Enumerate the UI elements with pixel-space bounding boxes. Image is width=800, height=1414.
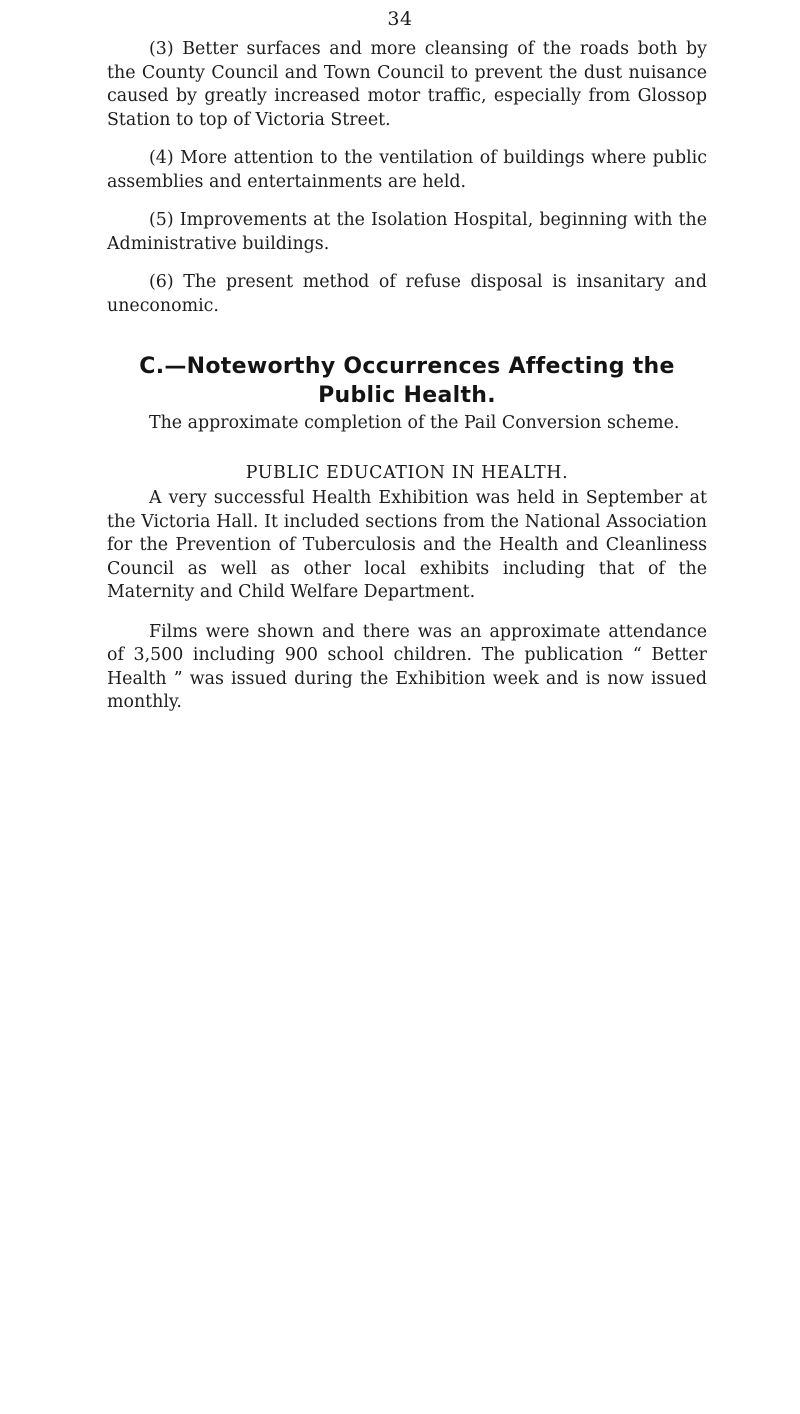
page-number: 34 bbox=[387, 8, 413, 30]
section-c-heading bbox=[107, 352, 707, 410]
section-c-body: The approximate completion of the Pail Conversion scheme. bbox=[149, 413, 680, 433]
public-education-paragraph-2: Films were shown and there was an approximate attendance of 3,500 including 900 school children. The publication “ Better Health ” was issued during the Exhibition week and is now issued monthly. bbox=[107, 621, 707, 712]
public-education-heading: PUBLIC EDUCATION IN HEALTH. bbox=[245, 462, 569, 483]
list-item-6: (6) The present method of refuse disposal is insanitary and uneconomic. bbox=[107, 272, 707, 316]
list-item-5: (5) Improvements at the Isolation Hospital, beginning with the Administrative buildings. bbox=[107, 210, 707, 254]
page-content bbox=[107, 38, 707, 715]
section-c-heading-line-1: C.—Noteworthy Occurrences Affecting the bbox=[139, 354, 675, 379]
public-education-paragraph-1: A very successful Health Exhibition was held in September at the Victoria Hall. It included sections from the National Association for the Prevention of Tuberculosis and the Health and Cleanliness Council as well as other local exhibits including that of the Maternity and Child Welfare Department. bbox=[107, 488, 707, 602]
section-c-heading-line-2: Public Health. bbox=[318, 383, 496, 408]
list-item-3: (3) Better surfaces and more cleansing of the roads both by the County Council and Town Council to prevent the dust nuisance caused by greatly increased motor traffic, especially from Glossop Station to top of Victoria Street. bbox=[107, 39, 707, 130]
list-item-4: (4) More attention to the ventilation of buildings where public assemblies and entertainments are held. bbox=[107, 148, 707, 192]
